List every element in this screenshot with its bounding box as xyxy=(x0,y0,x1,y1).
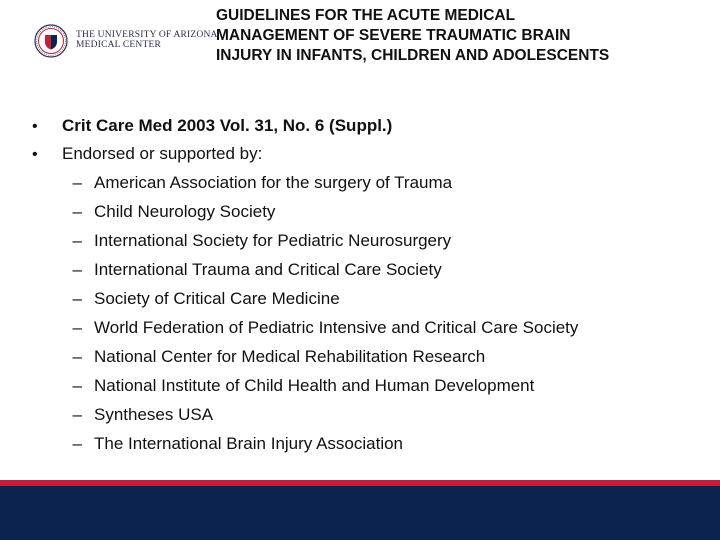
dash-mark: – xyxy=(72,318,82,337)
endorser-item xyxy=(32,400,702,429)
endorser-name: Syntheses USA xyxy=(94,405,214,424)
university-seal-icon xyxy=(34,24,68,58)
endorser-name: The International Brain Injury Association xyxy=(94,434,404,453)
title-line-1: GUIDELINES FOR THE ACUTE MEDICAL xyxy=(216,7,516,24)
dash-mark: – xyxy=(72,405,82,424)
endorser-item xyxy=(32,168,702,197)
title-line-2: MANAGEMENT OF SEVERE TRAUMATIC BRAIN xyxy=(216,27,571,44)
endorser-name: International Society for Pediatric Neurosurgery xyxy=(94,231,452,250)
dash-mark: – xyxy=(72,289,82,308)
bullet-list xyxy=(32,112,702,458)
endorser-item xyxy=(32,197,702,226)
dash-mark: – xyxy=(72,202,82,221)
dash-mark: – xyxy=(72,173,82,192)
bullet-mark: • xyxy=(32,146,38,163)
dash-mark: – xyxy=(72,376,82,395)
bullet-citation xyxy=(32,112,702,140)
endorser-item xyxy=(32,284,702,313)
slide-title xyxy=(216,6,706,66)
endorser-item xyxy=(32,429,702,458)
endorser-item xyxy=(32,255,702,284)
dash-mark: – xyxy=(72,260,82,279)
endorser-list xyxy=(32,168,702,458)
bullet-endorsed xyxy=(32,140,702,168)
bullet-mark: • xyxy=(32,118,38,135)
endorser-name: International Trauma and Critical Care Society xyxy=(94,260,442,279)
footer-navy-bar xyxy=(0,486,720,540)
endorser-name: American Association for the surgery of Trauma xyxy=(94,173,453,192)
endorser-item xyxy=(32,342,702,371)
endorser-name: Child Neurology Society xyxy=(94,202,276,221)
dash-mark: – xyxy=(72,434,82,453)
endorser-item xyxy=(32,313,702,342)
logo-university-name: THE UNIVERSITY OF ARIZONA xyxy=(76,30,218,41)
endorser-name: Society of Critical Care Medicine xyxy=(94,289,340,308)
citation-text: Crit Care Med 2003 Vol. 31, No. 6 (Suppl.) xyxy=(62,116,393,135)
endorser-name: World Federation of Pediatric Intensive and Critical Care Society xyxy=(94,318,579,337)
dash-mark: – xyxy=(72,347,82,366)
endorsed-text: Endorsed or supported by: xyxy=(62,144,263,163)
endorser-item xyxy=(32,371,702,400)
logo-medical-center: MEDICAL CENTER xyxy=(76,40,162,50)
endorser-name: National Center for Medical Rehabilitation Research xyxy=(94,347,486,366)
university-logo xyxy=(34,20,218,62)
footer-band xyxy=(0,480,720,540)
dash-mark: – xyxy=(72,231,82,250)
title-line-3: INJURY IN INFANTS, CHILDREN AND ADOLESCENTS xyxy=(216,47,610,64)
endorser-name: National Institute of Child Health and Human Development xyxy=(94,376,535,395)
endorser-item xyxy=(32,226,702,255)
